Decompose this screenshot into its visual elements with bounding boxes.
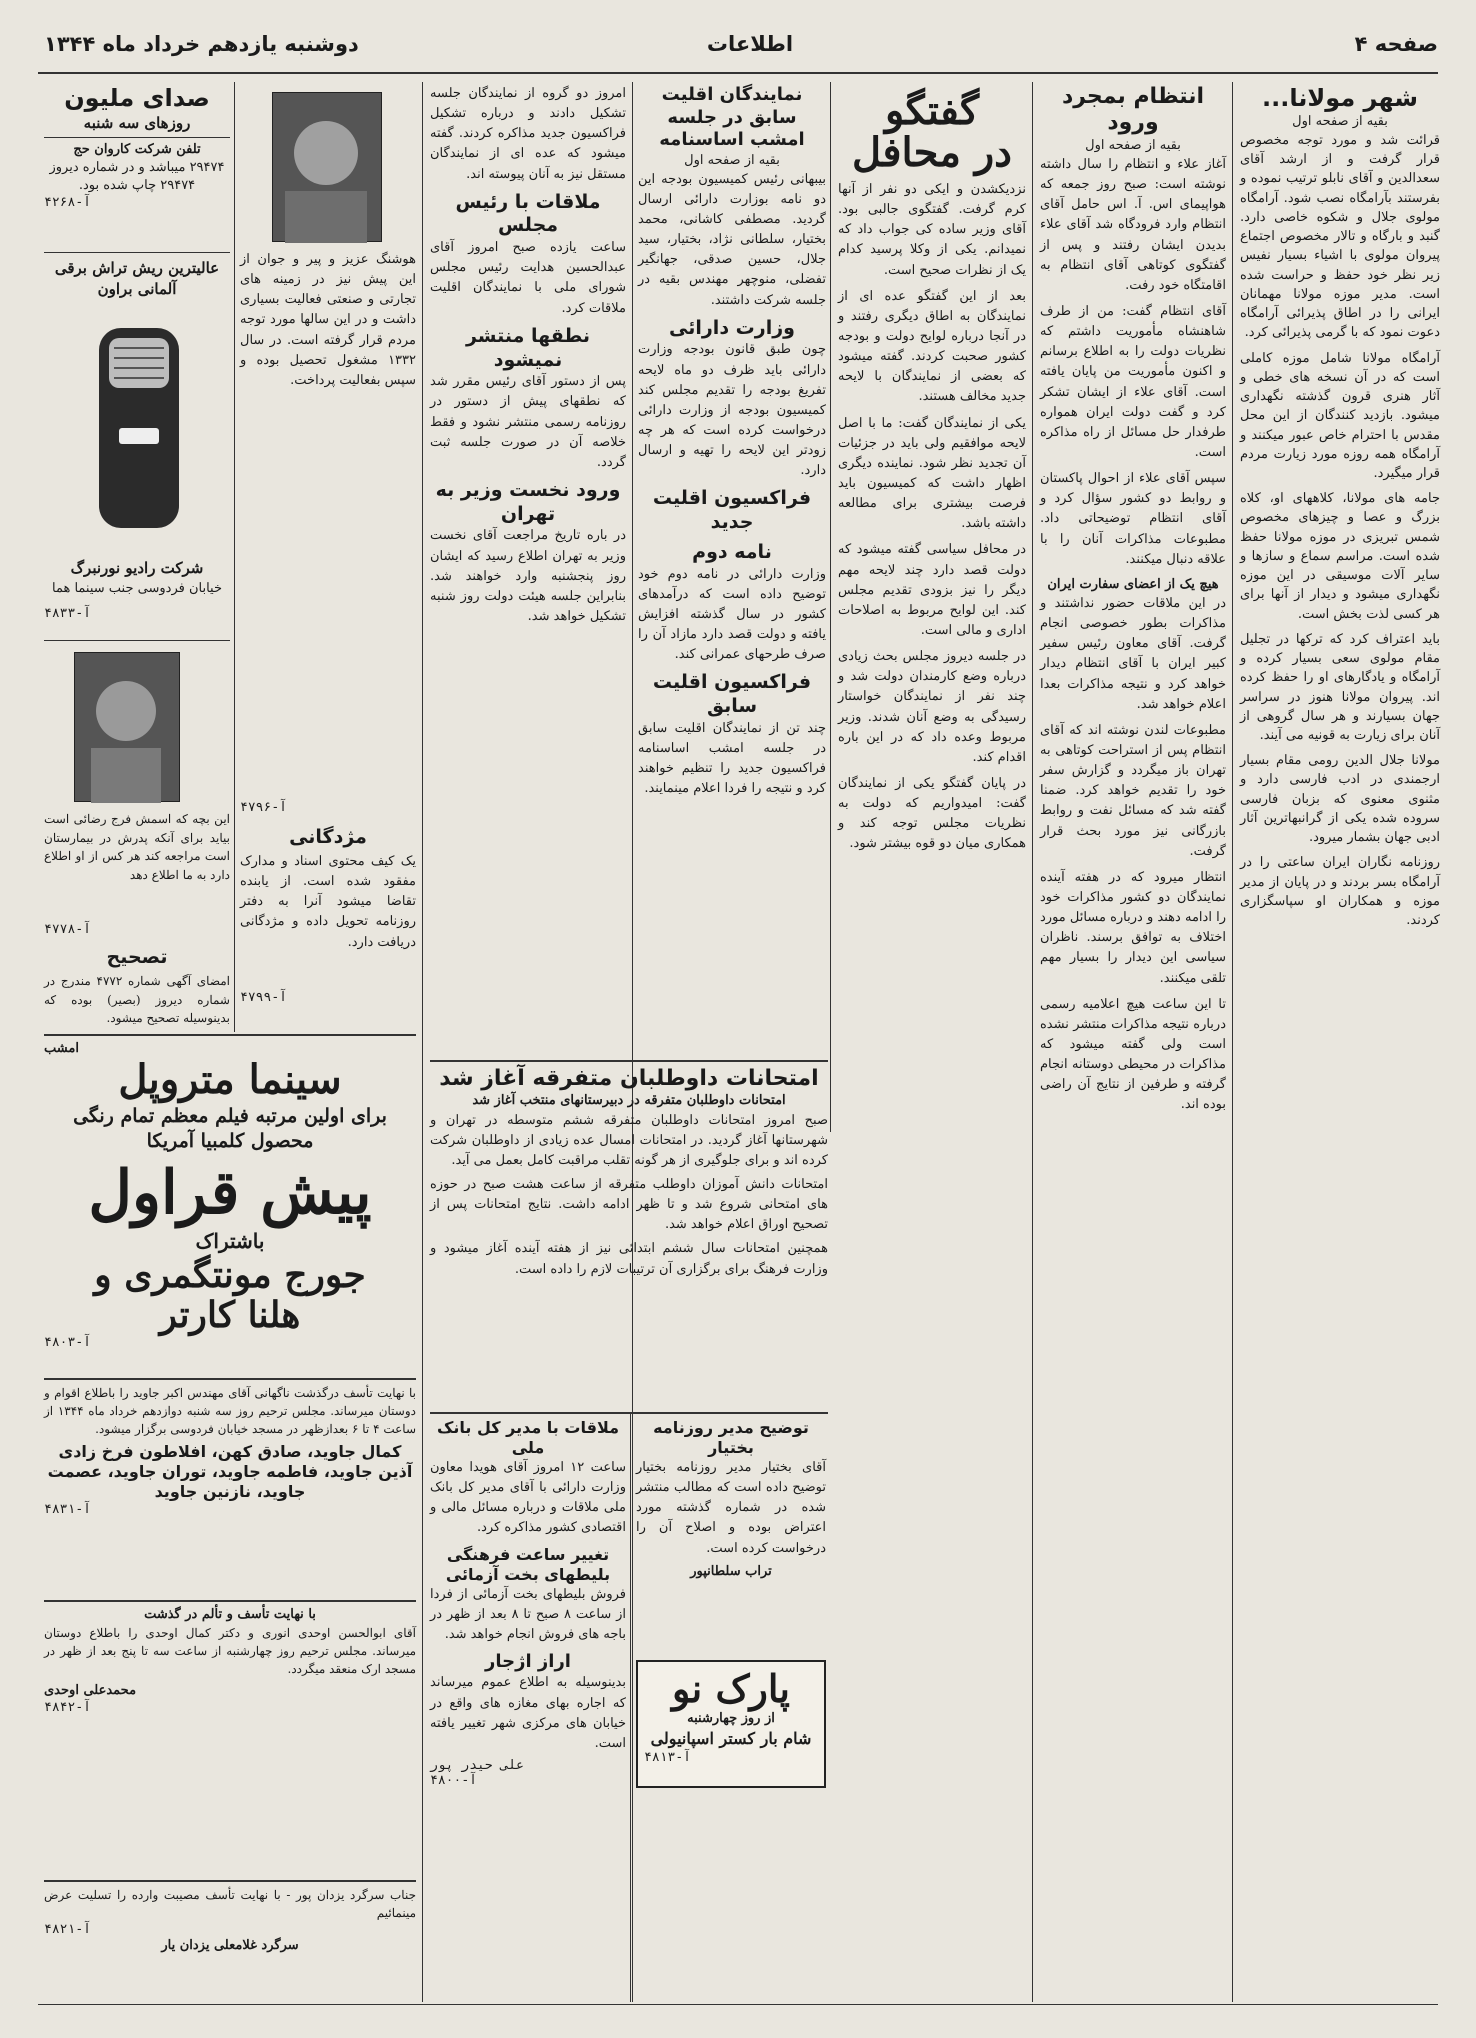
section-rule [44, 640, 230, 641]
article-paragraph: بدینوسیله به اطلاع عموم میرساند که اجاره بهای مغازه های واقع در خیابان های مرکزی شهر تغییر یافته است. [430, 1675, 626, 1751]
column-rule [422, 82, 423, 2002]
article-paragraph: سپس آقای علاء از احوال پاکستان و روابط دو کشور سؤال کرد و آقای انتظام توضیحاتی داد. مطبوعات مذاکرات آنان را با علاقه دنبال میکنند. [1040, 471, 1226, 567]
article-minority-right [638, 84, 826, 799]
column-rule [632, 82, 633, 2002]
article-paragraph: بعد از این گفتگو عده ای از نمایندگان به اطاق دیگری رفتند و در آنجا درباره لوایح دولت و بودجه کشور صحبت کردند. گفته میشود که بعضی از نمایندگان با لایحه جدید مخالف هستند. [838, 288, 1026, 405]
section-rule [44, 1034, 416, 1036]
article-entezam-arrival [1040, 84, 1226, 1115]
article-paragraph: در باره تاریخ مراجعت آقای نخست وزیر به تهران اطلاع رسید که ایشان روز پنجشنبه وارد خواهند شد. بنابراین جلسه هیئت دولت روز شنبه تشکیل خواهد شد. [430, 528, 626, 625]
article-city-of-rumi [1240, 84, 1440, 930]
signature: تراب سلطانپور [690, 1563, 772, 1579]
article-headline: نمایندگان اقلیت سابق در جلسه امشب اساسنامه [659, 84, 805, 150]
article-paragraph: پس از دستور آقای رئیس مقرر شد که نطقهای پیش از دستور در روزنامه رسمی منتشر نشود و فقط خلاصه آن در صورت جلسه ثبت گردد. [430, 374, 626, 470]
article-paragraph: باید اعتراف کرد که ترکها در تجلیل مقام مولوی سعی بسیار کرده و آرامگاه و یادگارهای او را حفظ کرده اند. پیروان مولانا هنوز در سراسر جهان بسیارند و هر سال گروهی از آنان برای زیارت به قونیه می آیند. [1240, 631, 1440, 744]
article-subhead: امتحانات داوطلبان متفرقه در دبیرستانهای منتخب آغاز شد [472, 1093, 786, 1109]
notice-lost-child: این بچه که اسمش فرج رضائی است بیاید برای آنکه پدرش در بیمارستان است مراجعه کند هر کس از او اطلاع دارد به ما اطلاع دهد [44, 812, 230, 882]
brand-plate [119, 428, 159, 444]
article-paragraph: تا این ساعت هیچ اعلامیه رسمی درباره نتیجه مذاکرات منتشر نشده است ولی گفته میشود که مذاکرات در محیطی دوستانه انجام گرفته و طرفین از نتایج آن راضی بوده اند. [1040, 996, 1226, 1113]
article-subhead: فراکسیون اقلیت جدید [652, 487, 812, 534]
ad-code: آ-۴۷۹۶ [240, 800, 287, 815]
article-paragraph: در پایان گفتگو یکی از نمایندگان گفت: امیدواریم که دولت به نظریات مجلس توجه کند و همکاری میان دو قوه بیشتر شود. [838, 775, 1026, 852]
article-paragraph: صبح امروز امتحانات داوطلبان متفرقه ششم متوسطه در تهران و شهرستانها آغاز گردید. در امتحانات امسال عده زیادی از داوطلبان شرکت کرده اند و برای جلوگیری از هر گونه تقلب مراقبت کامل بعمل می آید. [430, 1112, 828, 1168]
shaver-head [109, 338, 169, 388]
article-subhead: فراکسیون اقلیت سابق [652, 671, 812, 718]
column-rule [1032, 82, 1033, 2002]
article-paragraph: مطبوعات لندن نوشته اند که آقای انتظام پس از استراحت کوتاهی به تهران باز میگردد و گزارش سفر خود را تقدیم خواهد کرد. ضمنا گفته شد که مسائل نفت و روابط بازرگانی نیز مورد بحث قرار گرفت. [1040, 722, 1226, 859]
ad-code: آ-۴۷۷۸ [44, 922, 91, 937]
article-paragraph: چند تن از نمایندگان اقلیت سابق در جلسه امشب اساسنامه فراکسیون جدید را تنظیم خواهند کرد و نتیجه را فردا اعلام مینمایند. [638, 720, 826, 797]
issue-date: دوشنبه یازدهم خرداد ماه ۱۳۴۴ [44, 32, 359, 56]
article-headline: تغییر ساعت فرهنگی بلیطهای بخت آزمائی [445, 1544, 611, 1584]
ad-code: آ-۴۸۰۰ [430, 1773, 477, 1789]
article-paragraph: آغاز علاء و انتظام را سال داشته نوشته است: صبح روز جمعه که هواپیمای اس. آ. اس حامل آقای انتظام وارد فرودگاه شد آقای علاء بدیدن ایشان رفتند و پس از گفتگوی کوتاهی آقای انتظام به اقامتگاه خود رفت. [1040, 156, 1226, 293]
ad-code: آ-۴۷۹۹ [240, 990, 287, 1005]
article-paragraph: آرامگاه مولانا شامل موزه کاملی است که در آن نسخه های خطی و آثار هنری قرون گذشته نگهداری میشود. بازدید کنندگان از این محل مقدس با احترام خاص عبور میکنند و آرامگاه همه روزه مورد زیارت مردم قرار میگیرد. [1240, 350, 1440, 481]
mozhdegani-head: مژدگانی [289, 826, 367, 848]
photo-portrait [272, 92, 382, 242]
article-paragraph: جامه های مولانا، کلاههای او، کلاه بزرگ و عصا و چیزهای مخصوص شمس تبریزی در موزه مولانا حفظ شده است. مراسم سماع و سازها و سایر آلات موسیقی در این موزه نگهداری میشود و دیدار از آنها برای هر کسی لذت بخش است. [1240, 491, 1440, 622]
article-paragraph: بیبهانی رئیس کمیسیون بودجه این دو نامه بوزارت دارائی ارسال گردید. مصطفی کاشانی، محمد بختیار، سلطانی نژاد، بختیار، سید جلال، حسین صدقی، جهانگیر تفضلی، منوچهر مهندس بقیه در جلسه شرکت داشتند. [638, 171, 826, 308]
article-minority-left [430, 84, 626, 627]
article-circles-talk [838, 84, 1026, 855]
column-rule [830, 82, 831, 1132]
article-subhead: نطقها منتشر نمیشود [465, 324, 591, 371]
correction-text: امضای آگهی شماره ۴۷۷۲ مندرج در شماره دیروز (بصیر) بوده که بدینوسیله تصحیح میشود. [44, 974, 230, 1026]
article-paragraph: فروش بلیطهای بخت آزمائی از فردا از ساعت ۸ صبح تا ۸ بعد از ظهر در باجه های فروش انجام خواهد شد. [430, 1586, 626, 1642]
column-rule [234, 82, 235, 1032]
notice-death-owhadi: با نهایت تأسف و تألم در گذشت آقای ابوالحسن اوحدی انوری و دکتر کمال اوحدی را باطلاع دوستان میرساند. مجلس ترحیم روز چهارشنبه از ساعت سه تا پنج بعد از ظهر در مسجد ارک منعقد میگردد. محمدعلی اوحدی آ-۴۸۴۲ [44, 1607, 416, 1716]
article-paragraph: امروز دو گروه از نمایندگان جلسه تشکیل دادند و درباره تشکیل فراکسیون جدید مذاکره کردند. گفته میشود که عده ای از نمایندگان مستقل نیز به آنان پیوسته اند. [430, 86, 626, 182]
article-paragraph: ساعت ۱۲ امروز آقای هویدا معاون وزارت دارائی با آقای مدیر کل بانک ملی ملاقات و درباره مسائل مالی و اقتصادی کشور مذاکره کرد. [430, 1460, 626, 1536]
correction-head: تصحیح [106, 946, 168, 968]
article-headline: شهر مولانا... [1262, 84, 1418, 112]
ad-park-no: پارک نو از روز چهارشنبه شام بار کستر اسپانیولی آ-۴۸۱۳ [636, 1660, 826, 1788]
mozhdegani-text: یک کیف محتوی اسناد و مدارک مفقود شده است. از یابنده تقاضا میشود آنرا به دفتر روزنامه تحویل داده و مژدگانی دریافت دارد. [240, 854, 416, 950]
article-paragraph: در محافل سیاسی گفته میشود که دولت قصد دارد چند لایحه مهم دیگر را نیز بزودی تقدیم مجلس کند. این لوایح مربوط به اصلاحات اداری و مالی است. [838, 542, 1026, 638]
paper-name: اطلاعات [706, 32, 794, 56]
continued-note: بقیه از صفحه اول [1085, 137, 1181, 153]
ad-sedaye-meliyoun: صدای ملیون روزهای سه شنبه تلفن شرکت کاروان حج ۲۹۴۷۴ میباشد و در شماره دیروز ۲۹۴۷۴ چاپ شده بود. آ-۴۲۶۸ [44, 84, 230, 210]
article-paragraph: روزنامه نگاران ایران ساعتی را در آرامگاه بسر بردند و در پایان از مدیر موزه و همکاران او سپاسگزاری کردند. [1240, 855, 1440, 929]
section-rule [44, 1378, 416, 1380]
article-paragraph: امتحانات دانش آموزان داوطلب متفرقه از ساعت هشت صبح در حوزه های امتحانی شروع شد و تا ظهر ادامه داشت. نتایج امتحانات پس از تصحیح اوراق اعلام خواهد شد. [430, 1177, 828, 1233]
article-paragraph: نزدیکشدن و ایکی دو نفر از آنها کرم گرفت. گفتگوی جالبی بود. آقای وزیر ساده کی جواب داد که نمیدانم. یکی از وکلا پرسید کدام یک از نظرات صحیح است. [838, 182, 1026, 278]
article-paragraph: قرائت شد و مورد توجه مخصوص قرار گرفت و از ارشد آقای سعدالدین و آقای نابلو ترتیب نموده و بفرستند بآرامگاه نصب شود. آرامگاه مولوی جلال و شکوه خاصی دارد. گنبد و بارگاه و تالار مخصوص اجتماع پیروان مولوی با اشیاء بسیار نفیس زیر نظر خود حفظ و حراست شده است. مدیر موزه مولانا مهمانان ایرانی را در اطاق پذیرائی آرامگاه دعوت نمود که با گرمی پذیرائی کرد. [1240, 132, 1440, 341]
masthead-rule [38, 72, 1438, 74]
article-headline: انتظام بمجرد ورود [1061, 84, 1205, 136]
section-rule [430, 1412, 828, 1414]
column-rule [630, 1412, 631, 2002]
article-paragraph: آقای بختیار مدیر روزنامه بختیار توضیح داده است که مطالب منتشر شده در شماره گذشته مورد اعتراض بوده و اصلاح آن را درخواست کرده است. [636, 1460, 826, 1556]
ad-braun-shaver: عالیترین ریش تراش برقی آلمانی براون شرکت رادیو نورنبرگ خیابان فردوسی جنب سینما هما آ-۴۸۳۳ [44, 259, 223, 621]
article-paragraph: آقای انتظام گفت: من از طرف شاهنشاه مأموریت داشتم که نظریات دولت را به اطلاع برسانم و اکنون مأموریت من پایان یافته است. آقای علاء از ایشان تشکر کرد و گفت دولت ایران همواره طرفدار حل مسائل از راه مذاکره است. [1040, 303, 1226, 460]
article-paragraph: در جلسه دیروز مجلس بحث زیادی درباره وضع کارمندان دولت شد و چند نفر از نمایندگان خواستار رسیدگی به وضع آنان شدند. وزیر مربوط وعده داد که در این باره اقدام کند. [838, 649, 1026, 765]
shaver-illustration [84, 318, 194, 548]
page-bottom-rule [38, 2004, 1438, 2005]
notice-condolence: جناب سرگرد یزدان پور - با نهایت تأسف مصیبت وارده را تسلیت عرض مینمائیم آ-۴۸۲۱ سرگرد غلامعلی یزدان یار [44, 1888, 416, 1953]
notice-death-javid: با نهایت تأسف درگذشت ناگهانی آقای مهندس اکبر جاوید را باطلاع اقوام و دوستان میرساند. مجلس ترحیم روز سه شنبه دوازدهم خرداد ماه ۱۳۴۴ از ساعت ۴ تا ۶ بعدازظهر در مسجد خیابان فردوسی برگزار میشود. کمال جاوید، صادق کهن، افلاطون فرخ زادی آذین جاوید، فاطمه جاوید، توران جاوید، عصمت جاوید، نازنین جاوید آ-۴۸۳۱ [44, 1386, 416, 1517]
section-rule [44, 1880, 416, 1882]
page-label: صفحه ۴ [1354, 32, 1438, 56]
article-subhead: نامه دوم [692, 540, 772, 563]
article-paragraph: انتظار میرود که در هفته آینده نمایندگان دو کشور مذاکرات خود را ادامه دهند و درباره مسائل مورد اختلاف به توافق برسند. ناظران سیاسی این دیدار را بسیار مهم تلقی میکنند. [1040, 869, 1226, 986]
article-headline: ملاقات با مدیر کل بانک ملی [436, 1418, 619, 1457]
article-paragraph: یکی از نمایندگان گفت: ما با اصل لایحه موافقیم ولی باید در جزئیات آن تجدید نظر شود. نماینده دیگری اظهار داشت که کمیسیون باید فرصت بیشتری برای مطالعه داشته باشد. [838, 415, 1026, 532]
ad-code: علی حیدر پور [430, 1758, 524, 1774]
article-paragraph: وزارت دارائی در نامه دوم خود توضیح داده است که درآمدهای کشور در سال گذشته افزایش یافته و دولت قصد دارد مازاد آن را صرف طرحهای عمرانی کند. [638, 566, 826, 663]
article-headline: امتحانات داوطلبان متفرقه آغاز شد [439, 1066, 819, 1091]
article-subhead: هیچ یک از اعضای سفارت ایران [1047, 576, 1219, 592]
article-subhead: ملاقات با رئیس مجلس [455, 190, 601, 237]
section-rule [44, 252, 230, 253]
column-logo: گفتگو در محافل [852, 87, 1012, 176]
section-rule [430, 1060, 828, 1062]
bio-text: هوشنگ عزیز و پیر و جوان از این پیش نیز در زمینه های تجارتی و صنعتی فعالیت بسیاری داشت و در این سالها مورد توجه مردم قرار گرفته است. در سال ۱۳۳۲ مشغول تحصیل بوده و سپس بفعالیت پرداخت. [240, 252, 416, 388]
article-headline: توضیح مدیر روزنامه بختیار [653, 1418, 809, 1457]
article-paragraph: همچنین امتحانات سال ششم ابتدائی نیز از هفته آینده آغاز میشود و وزارت فرهنگ برای برگزاری آن ترتیبات لازم را داده است. [430, 1241, 828, 1277]
article-headline: اراز اژجار [485, 1650, 571, 1672]
article-subhead: وزارت دارائی [669, 316, 795, 339]
article-bank [430, 1418, 626, 1788]
photo-child [74, 652, 180, 802]
article-paragraph: در این ملاقات حضور نداشتند و مذاکرات بطور خصوصی انجام گرفت. آقای معاون رئیس سفیر کبیر ایران با آقای انتظام دیدار خواهد کرد و نتیجه مذاکرات بعدا اعلام خواهد شد. [1040, 595, 1226, 712]
column-rule [1232, 82, 1233, 2002]
article-paragraph: مولانا جلال الدین رومی مقام بسیار ارجمندی در ادب فارسی دارد و مثنوی معنوی که بزبان فارسی سروده شده یکی از گرانبهاترین آثار ادبی جهان بشمار میرود. [1240, 753, 1440, 846]
continued-note: بقیه از صفحه اول [1292, 113, 1388, 129]
article-paragraph: ساعت یازده صبح امروز آقای عبدالحسین هدایت رئیس مجلس شورای ملی با نمایندگان اقلیت ملاقات کرد. [430, 240, 626, 316]
section-rule [44, 1600, 416, 1602]
article-bakhtiar [636, 1418, 826, 1766]
article-subhead: ورود نخست وزیر به تهران [435, 478, 621, 525]
article-paragraph: چون طبق قانون بودجه وزارت دارائی باید ظرف دو ماه لایحه تفریغ بودجه را تقدیم مجلس کند کمیسیون بودجه از وزارت دارائی درخواست کرده است که هر چه زودتر این لایحه را تهیه و ارسال دارد. [638, 342, 826, 479]
ad-cinema-metropol: امشب سینما متروپل برای اولین مرتبه فیلم معظم تمام رنگی محصول کلمبیا آمریکا پیش قراول باشتراک جورج مونتگمری و هلنا کارتر آ-۴۸۰۳ [44, 1041, 387, 1351]
article-exams [430, 1066, 828, 1280]
continued-note: بقیه از صفحه اول [684, 152, 780, 168]
